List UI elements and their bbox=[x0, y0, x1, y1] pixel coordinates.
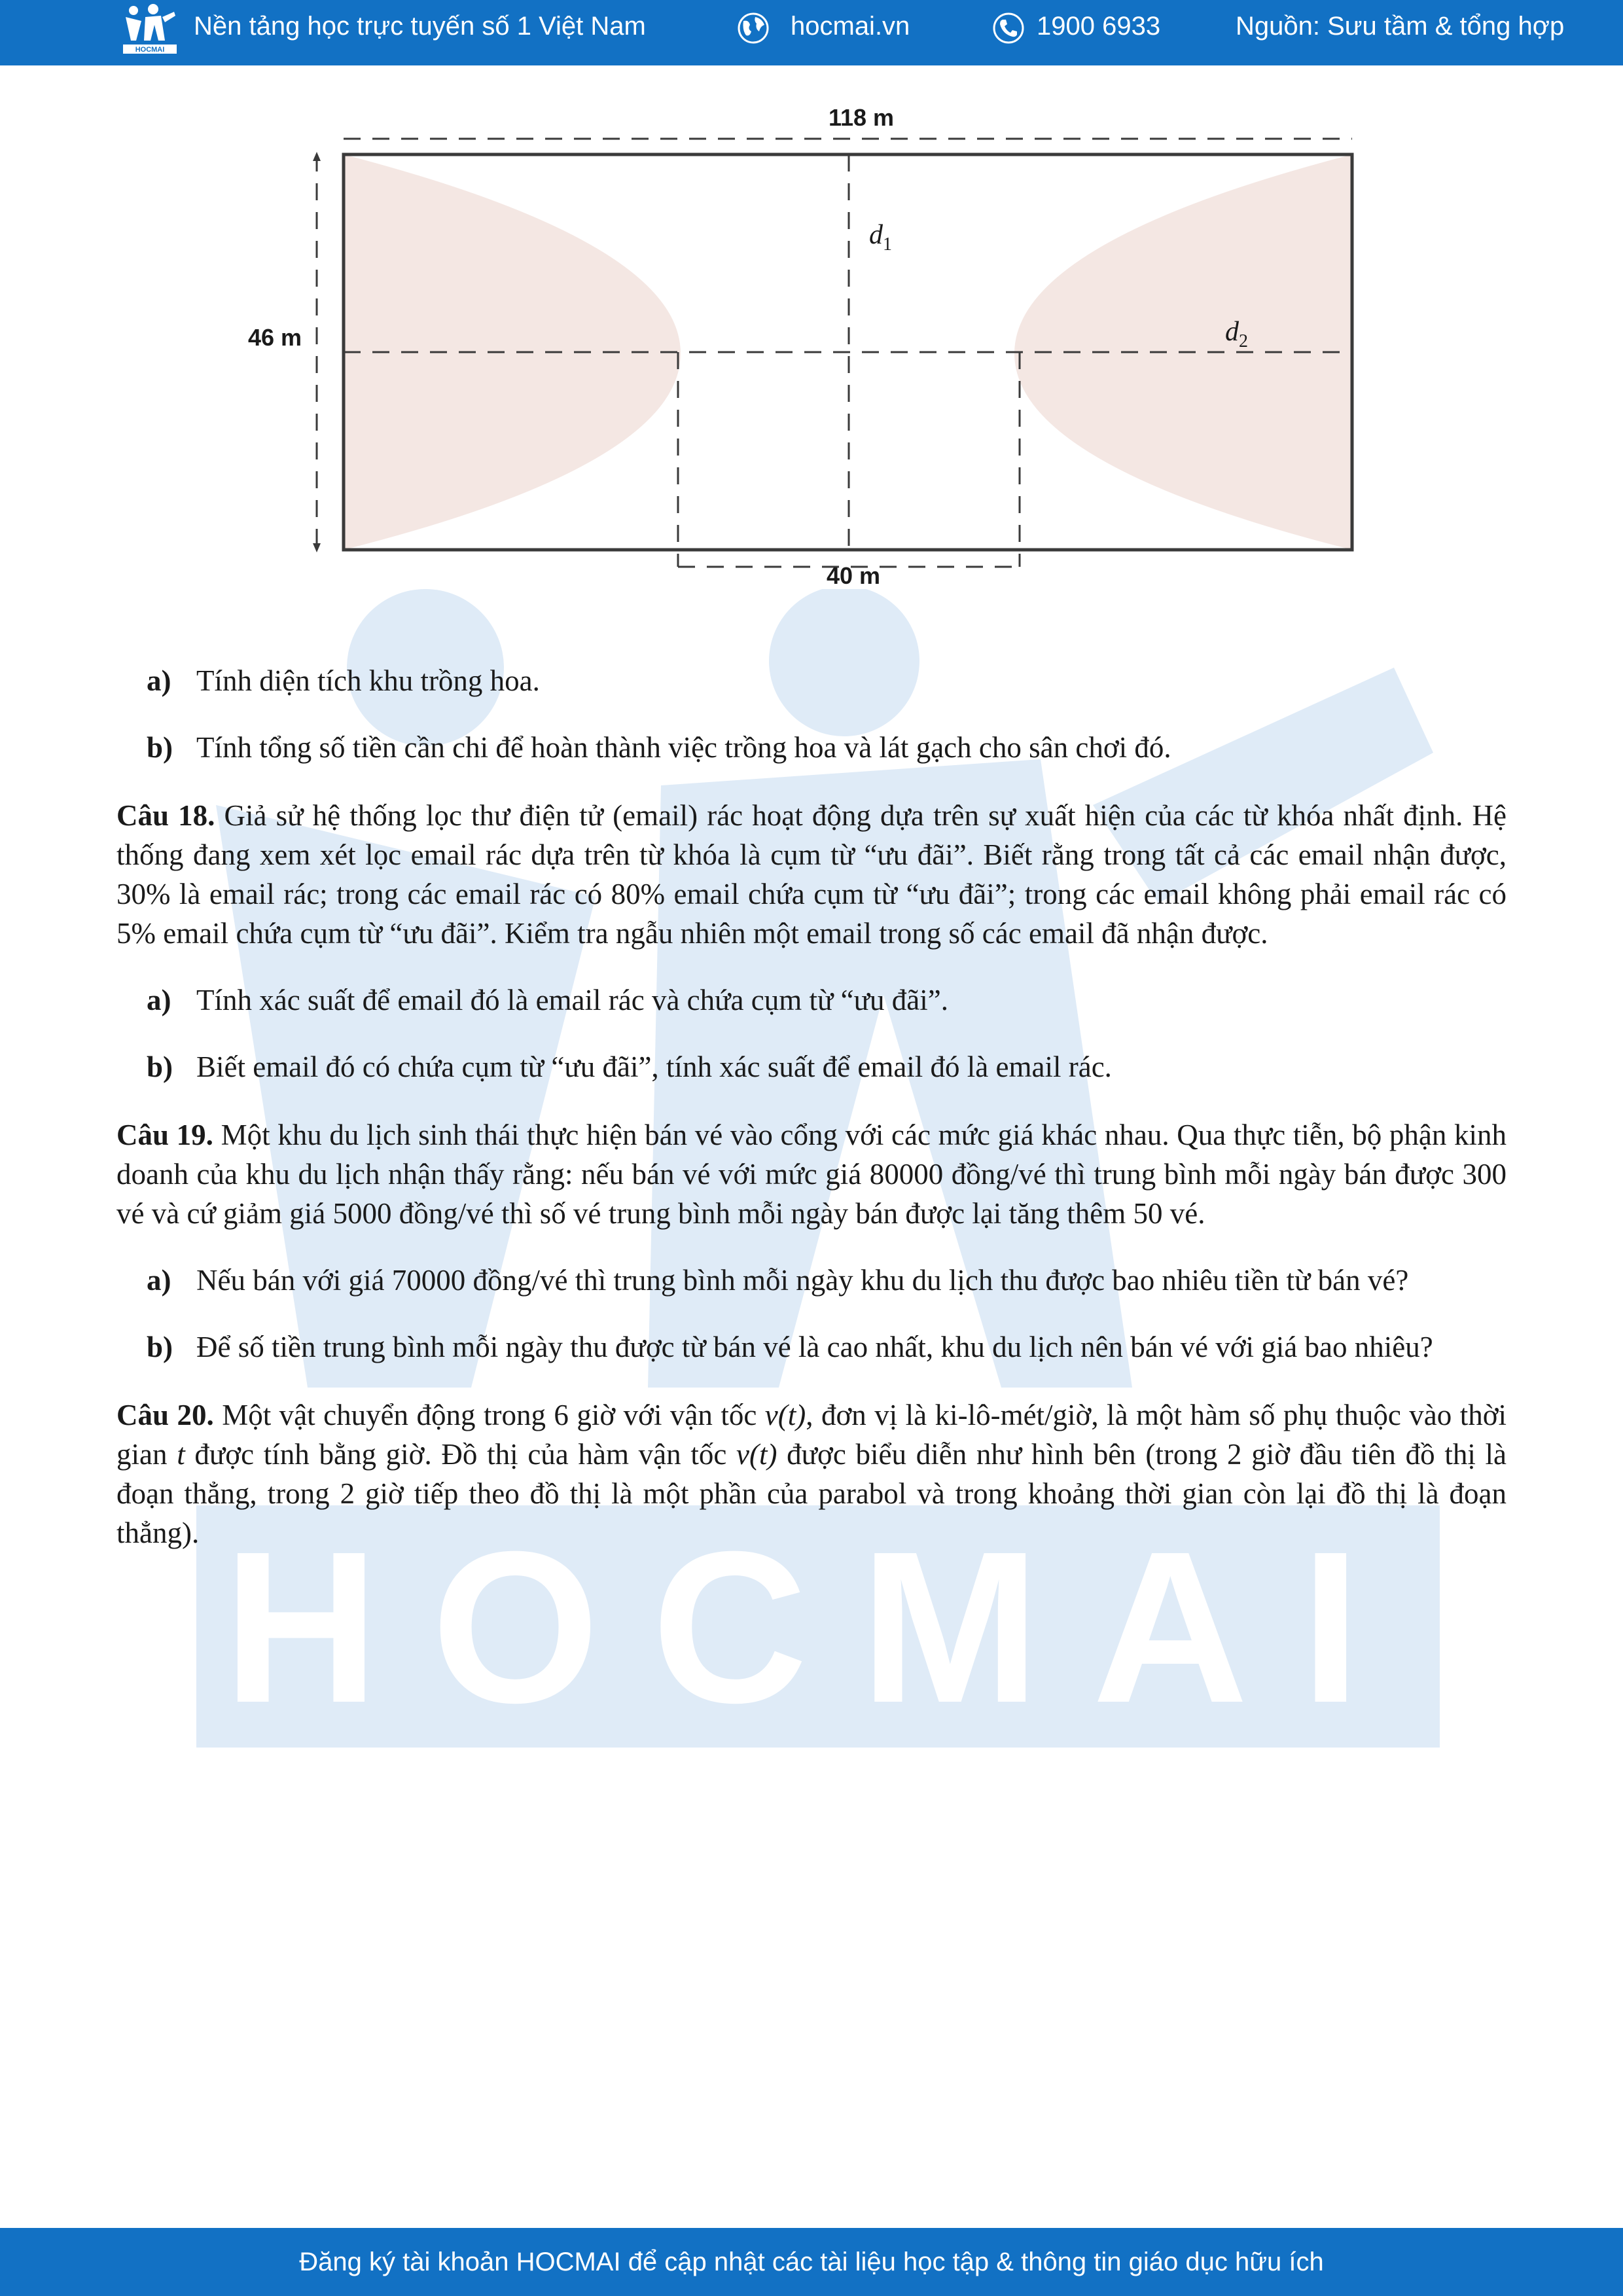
page-header bbox=[0, 0, 1623, 65]
hocmai-logo bbox=[122, 3, 178, 55]
question-20-text-3: được tính bằng giờ. Đồ thị của hàm vận tốc bbox=[185, 1438, 737, 1471]
header-slogan: Nền tảng học trực tuyến số 1 Việt Nam bbox=[194, 12, 646, 41]
header-source: Nguồn: Sưu tầm & tổng hợp bbox=[1236, 12, 1565, 41]
question-19-part-a bbox=[116, 1261, 1507, 1300]
exam-content bbox=[116, 661, 1507, 1552]
question-19-label: Câu 19. bbox=[116, 1119, 213, 1151]
part-b-mark: b) bbox=[147, 1050, 173, 1083]
question-19-statement bbox=[116, 1115, 1507, 1233]
width-label: 118 m bbox=[828, 104, 895, 131]
part-b-text: Tính tổng số tiền cần chi để hoàn thành việc trồng hoa và lát gạch cho sân chơi đó. bbox=[196, 731, 1171, 764]
watermark-text: HOCMAI bbox=[223, 1506, 1414, 1748]
question-17-part-a bbox=[116, 661, 1507, 700]
question-18-text: Giả sử hệ thống lọc thư điện tử (email) rác hoạt động dựa trên sự xuất hiện của các từ khóa nhất định. Hệ thống đang xem xét lọc email rác dựa trên từ khóa là cụm từ “ưu đãi”. Biết rằng trong tất cả các email nhận được, 30% là email rác; trong các email rác có 80% email chứa cụm từ “ưu đãi”; trong các email không phải email rác có 5% email chứa cụm từ “ưu đãi”. Kiểm tra ngẫu nhiên một email trong số các email đã nhận được. bbox=[116, 799, 1507, 950]
phone-icon bbox=[992, 12, 1025, 45]
math-v-of-t: v(t) bbox=[764, 1399, 806, 1431]
header-website[interactable]: hocmai.vn bbox=[791, 12, 910, 41]
question-18-statement bbox=[116, 796, 1507, 953]
question-20-text-1: Một vật chuyển động trong 6 giờ với vận tốc bbox=[222, 1399, 765, 1431]
part-b-mark: b) bbox=[147, 1331, 173, 1363]
part-b-mark: b) bbox=[147, 731, 173, 764]
part-b-text: Biết email đó có chứa cụm từ “ưu đãi”, tính xác suất để email đó là email rác. bbox=[196, 1050, 1112, 1083]
part-b-text: Để số tiền trung bình mỗi ngày thu được từ bán vé là cao nhất, khu du lịch nên bán vé với giá bao nhiêu? bbox=[196, 1331, 1433, 1363]
part-a-mark: a) bbox=[147, 1264, 171, 1297]
part-a-text: Tính diện tích khu trồng hoa. bbox=[196, 664, 540, 697]
question-20-label: Câu 20. bbox=[116, 1399, 214, 1431]
inner-width-label: 40 m bbox=[826, 562, 881, 589]
globe-icon bbox=[737, 12, 770, 45]
question-19 bbox=[116, 1115, 1507, 1367]
d2-label: $d_2$ bbox=[1225, 317, 1248, 351]
part-a-text: Tính xác suất để email đó là email rác và chứa cụm từ “ưu đãi”. bbox=[196, 984, 948, 1016]
page-footer bbox=[0, 2228, 1623, 2296]
part-a-mark: a) bbox=[147, 984, 171, 1016]
logo-text: HOCMAI bbox=[135, 46, 165, 54]
question-19-text: Một khu du lịch sinh thái thực hiện bán vé vào cổng với các mức giá khác nhau. Qua thực tiễn, bộ phận kinh doanh của khu du lịch nhận thấy rằng: nếu bán vé với mức giá 80000 đồng/vé thì trung bình mỗi ngày bán được 300 vé và cứ giảm giá 5000 đồng/vé thì số vé trung bình mỗi ngày bán được lại tăng thêm 50 vé. bbox=[116, 1119, 1507, 1230]
question-17-part-b bbox=[116, 728, 1507, 767]
question-20 bbox=[116, 1395, 1507, 1552]
flower-area-left bbox=[344, 154, 681, 550]
playground-figure bbox=[223, 92, 1400, 602]
question-20-statement bbox=[116, 1395, 1507, 1552]
d1-label: $d_1$ bbox=[869, 220, 892, 255]
question-19-part-b bbox=[116, 1327, 1507, 1367]
question-18-label: Câu 18. bbox=[116, 799, 215, 832]
math-v-of-t-2: v(t) bbox=[736, 1438, 777, 1471]
question-18-part-a bbox=[116, 980, 1507, 1020]
question-18 bbox=[116, 796, 1507, 1086]
math-t: t bbox=[177, 1438, 185, 1471]
part-a-mark: a) bbox=[147, 664, 171, 697]
height-label: 46 m bbox=[247, 324, 302, 351]
question-20-text-2: , đơn vị là ki-lô-mét/giờ, là một hàm số phụ thuộc vào thời gian bbox=[116, 1399, 1507, 1471]
footer-text[interactable]: Đăng ký tài khoản HOCMAI để cập nhật các tài liệu học tập & thông tin giáo dục hữu ích bbox=[299, 2248, 1324, 2276]
header-phone[interactable]: 1900 6933 bbox=[1037, 12, 1161, 41]
question-18-part-b bbox=[116, 1047, 1507, 1086]
part-a-text: Nếu bán với giá 70000 đồng/vé thì trung bình mỗi ngày khu du lịch thu được bao nhiêu tiền từ bán vé? bbox=[196, 1264, 1409, 1297]
question-17-parts bbox=[116, 661, 1507, 767]
question-20-text-4: được biểu diễn như hình bên (trong 2 giờ đầu tiên đồ thị là đoạn thẳng, trong 2 giờ tiếp theo đồ thị là một phần của parabol và trong khoảng thời gian còn lại đồ thị là đoạn thẳng). bbox=[116, 1438, 1507, 1549]
